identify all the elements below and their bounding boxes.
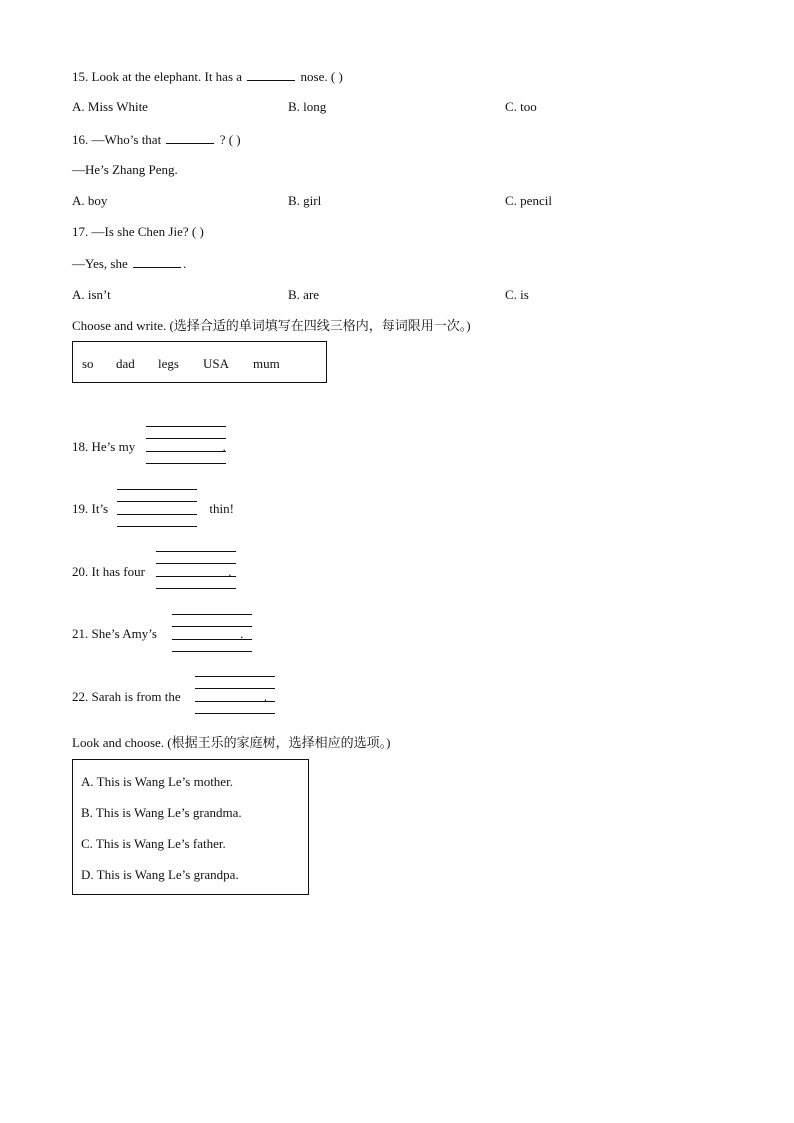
q21-four-line-grid[interactable]: [172, 614, 252, 652]
q17-answer-after: .: [183, 256, 187, 271]
q16-stem-before: 16. —Who’s that: [72, 132, 162, 147]
q15-option-c[interactable]: C. too: [505, 99, 537, 114]
q16-option-b[interactable]: B. girl: [288, 193, 322, 208]
q16-option-a[interactable]: A. boy: [72, 193, 108, 208]
q17-option-b[interactable]: B. are: [288, 287, 320, 302]
q20-after: .: [228, 564, 232, 579]
word-bank-item: USA: [203, 356, 230, 371]
q21-before: 21. She’s Amy’s: [72, 626, 157, 641]
look-choose-option-d[interactable]: D. This is Wang Le’s grandpa.: [81, 867, 239, 882]
look-choose-option-c[interactable]: C. This is Wang Le’s father.: [81, 836, 226, 851]
q22-four-line-grid[interactable]: [195, 676, 275, 714]
look-choose-option-b[interactable]: B. This is Wang Le’s grandma.: [81, 805, 242, 820]
q16-option-c[interactable]: C. pencil: [505, 193, 552, 208]
q17-answer-before: —Yes, she: [72, 256, 128, 271]
q15-option-b[interactable]: B. long: [288, 99, 327, 114]
q16-stem-after: ? ( ): [219, 132, 241, 147]
word-bank-item: dad: [116, 356, 135, 371]
q20-four-line-grid[interactable]: [156, 551, 236, 589]
word-bank-item: mum: [253, 356, 280, 371]
word-bank-item: legs: [158, 356, 179, 371]
q18-four-line-grid[interactable]: [146, 426, 226, 464]
q15-stem-before: 15. Look at the elephant. It has a: [72, 69, 243, 84]
q16-stem: [72, 131, 241, 148]
q18-after: .: [222, 439, 226, 454]
q17-option-c[interactable]: C. is: [505, 287, 529, 302]
q17-blank[interactable]: [133, 255, 181, 268]
q22-after: .: [263, 689, 268, 704]
q15-stem-after: nose. ( ): [300, 69, 343, 84]
look-choose-instruction: Look and choose. (根据王乐的家庭树，选择相应的选项。): [72, 735, 391, 750]
q22-before: 22. Sarah is from the: [72, 689, 181, 704]
q16-answer-line: —He’s Zhang Peng.: [72, 162, 178, 177]
q17-stem: 17. —Is she Chen Jie? ( ): [72, 224, 204, 239]
q16-blank[interactable]: [166, 131, 214, 144]
q19-after: thin!: [209, 501, 234, 516]
q15-option-a[interactable]: A. Miss White: [72, 99, 148, 114]
q19-before: 19. It’s: [72, 501, 109, 516]
q15-stem: [72, 68, 343, 85]
choose-write-instruction: Choose and write. (选择合适的单词填写在四线三格内，每词限用一次。): [72, 318, 471, 333]
q20-before: 20. It has four: [72, 564, 145, 579]
q17-option-a[interactable]: A. isn’t: [72, 287, 111, 302]
word-bank-box: [72, 341, 327, 383]
q17-answer: [72, 255, 186, 272]
look-choose-options-box: [72, 759, 309, 895]
q19-four-line-grid[interactable]: [117, 489, 197, 527]
q18-before: 18. He’s my: [72, 439, 136, 454]
q21-after: .: [240, 626, 244, 641]
word-bank-item: so: [82, 356, 94, 371]
q15-blank[interactable]: [247, 68, 295, 81]
look-choose-option-a[interactable]: A. This is Wang Le’s mother.: [81, 774, 233, 789]
